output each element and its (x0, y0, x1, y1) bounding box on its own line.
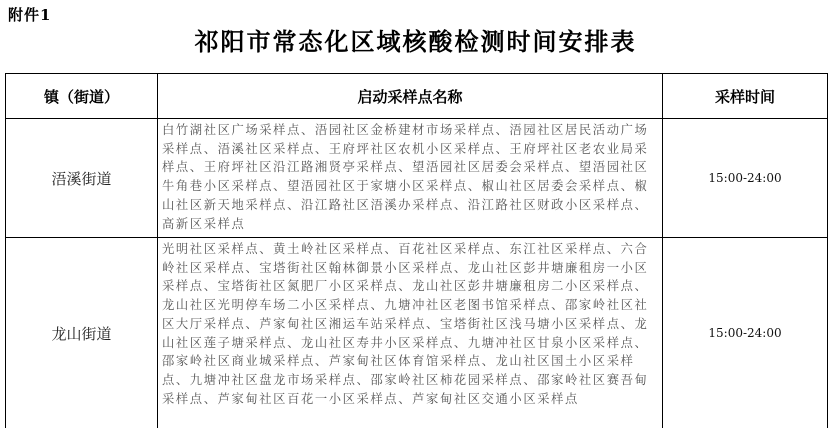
sampling-time-cell: 15:00-24:00 (663, 238, 828, 428)
attachment-label: 附件1 (8, 4, 51, 25)
header-sampling-points: 启动采样点名称 (158, 74, 663, 119)
table-row (6, 238, 828, 428)
sampling-time-cell: 15:00-24:00 (663, 119, 828, 238)
schedule-table (5, 73, 828, 428)
town-cell: 龙山街道 (6, 238, 158, 428)
town-cell: 浯溪街道 (6, 119, 158, 238)
table-row (6, 119, 828, 238)
sampling-points-cell: 光明社区采样点、黄土岭社区采样点、百花社区采样点、东江社区采样点、六合岭社区采样点、宝塔街社区翰林御景小区采样点、龙山社区彭井塘廉租房一小区采样点、宝塔街社区氮肥厂小区采样点、龙山社区彭井塘廉租房二小区采样点、龙山社区光明停车场二小区采样点、九塘冲社区老图书馆采样点、邵家岭社区社区大厅采样点、芦家甸社区湘运车站采样点、宝塔街社区浅马塘小区采样点、龙山社区莲子塘采样点、龙山社区寿井小区采样点、九塘冲社区甘泉小区采样点、邵家岭社区商业城采样点、芦家甸社区体育馆采样点、龙山社区国土小区采样点、九塘冲社区盘龙市场采样点、邵家岭社区柿花园采样点、邵家岭社区赛吾甸采样点、芦家甸社区百花一小区采样点、芦家甸社区交通小区采样点 (158, 238, 663, 428)
header-sampling-time: 采样时间 (663, 74, 828, 119)
table-header-row (6, 74, 828, 119)
document-title: 祁阳市常态化区域核酸检测时间安排表 (0, 22, 831, 57)
sampling-points-cell: 白竹湖社区广场采样点、浯园社区金桥建材市场采样点、浯园社区居民活动广场采样点、浯溪社区采样点、王府坪社区农机小区采样点、王府坪社区老农业局采样点、王府坪社区沿江路湘贤亭采样点、望浯园社区居委会采样点、望浯园社区牛角巷小区采样点、望浯园社区于家塘小区采样点、椒山社区居委会采样点、椒山社区新天地采样点、沿江路社区浯溪办采样点、沿江路社区财政小区采样点、高新区采样点 (158, 119, 663, 238)
header-town: 镇（街道） (6, 74, 158, 119)
